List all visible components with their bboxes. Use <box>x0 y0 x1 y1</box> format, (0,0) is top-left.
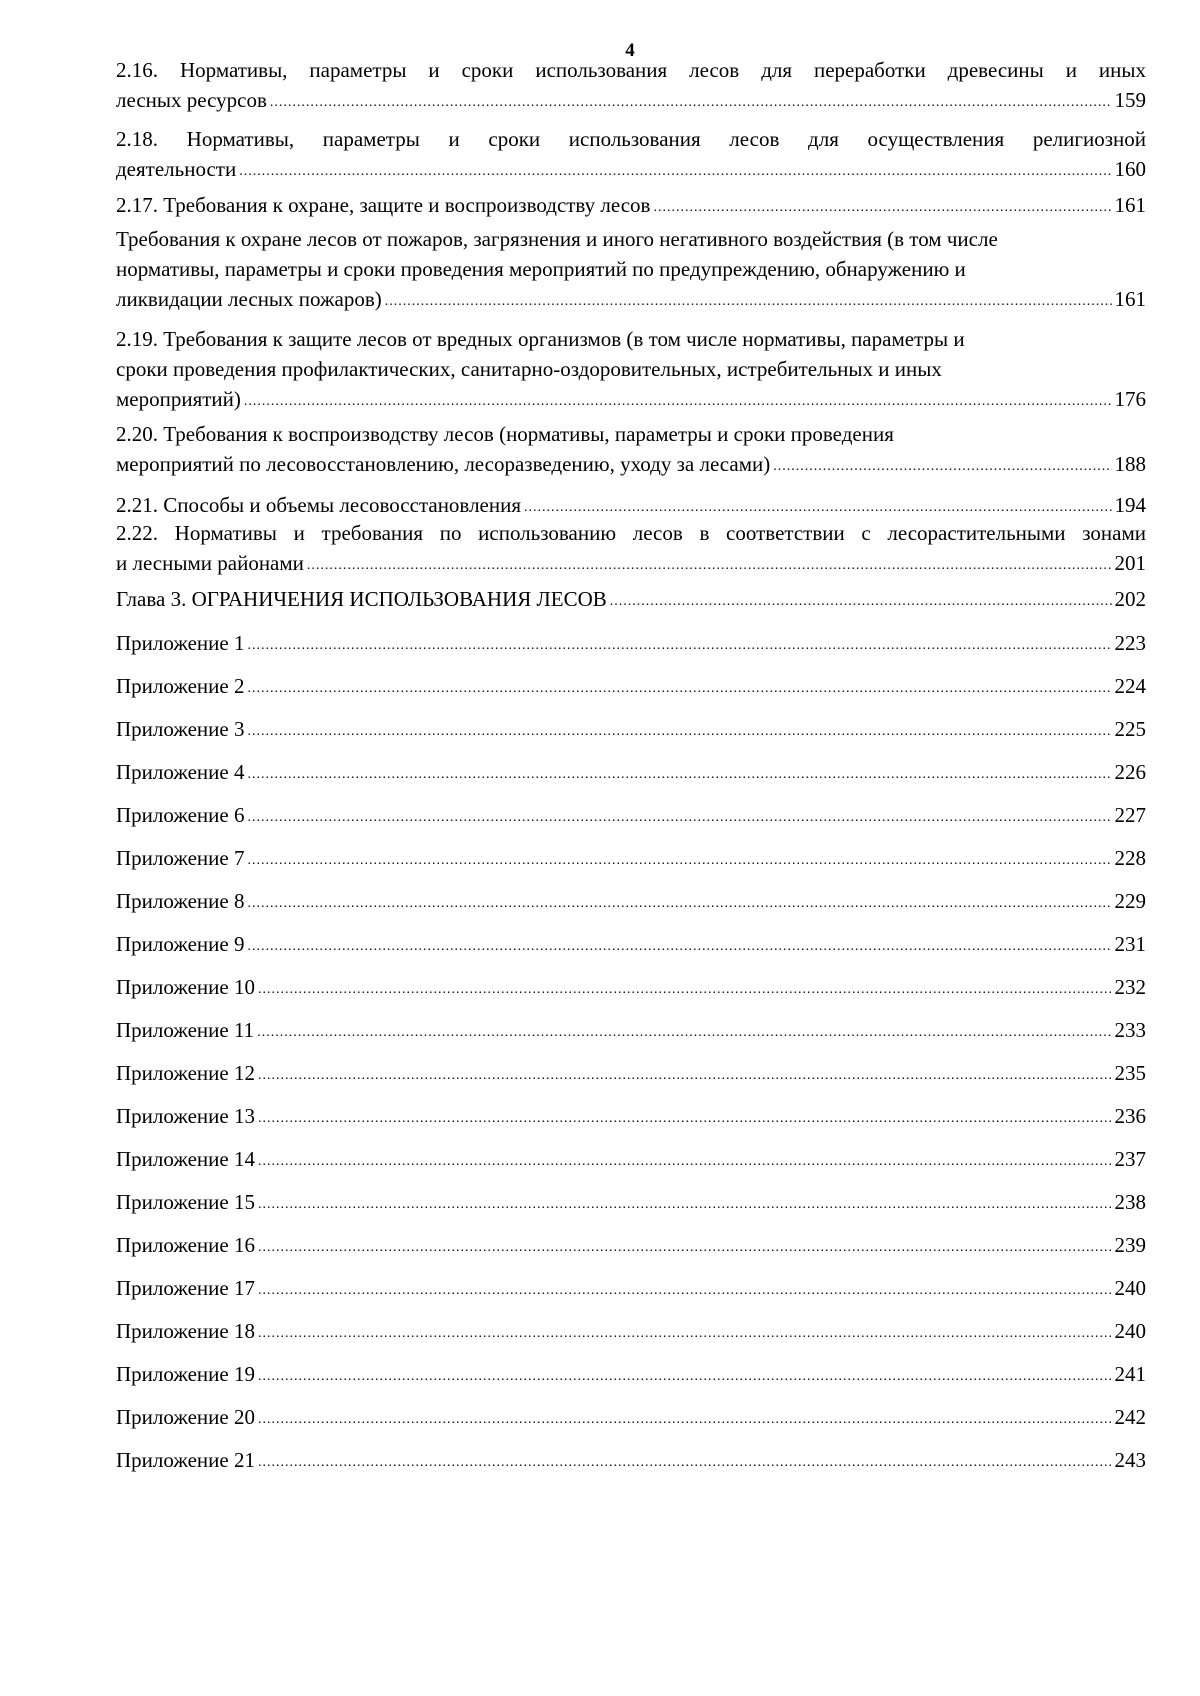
toc-entry[interactable] <box>116 714 1146 744</box>
dot-leader <box>258 1276 1112 1306</box>
toc-entry[interactable] <box>116 1058 1146 1088</box>
dot-leader <box>247 760 1111 790</box>
toc-entry-page-number: 225 <box>1114 717 1146 741</box>
toc-entry[interactable] <box>116 800 1146 830</box>
dot-leader <box>610 587 1112 617</box>
dot-leader <box>247 846 1111 876</box>
toc-entry-page-number: 239 <box>1114 1233 1146 1257</box>
toc-entry[interactable] <box>116 757 1146 787</box>
dot-leader <box>258 975 1112 1005</box>
toc-entry-title: Приложение 9 <box>116 932 245 956</box>
toc-entry-line: 2.20. Требования к воспроизводству лесов (нормативы, параметры и сроки проведения <box>116 422 894 446</box>
toc-entry-last-line <box>116 548 1146 578</box>
toc-entry-title: Приложение 13 <box>116 1104 255 1128</box>
toc-entry-last-line <box>116 1316 1146 1346</box>
toc-entry-last-line <box>116 190 1146 220</box>
toc-entry[interactable] <box>116 124 1146 184</box>
dot-leader <box>258 1233 1112 1263</box>
dot-leader <box>258 1319 1112 1349</box>
toc-entry-last-line <box>116 1273 1146 1303</box>
toc-entry-title: лесных ресурсов <box>116 88 267 112</box>
toc-entry[interactable] <box>116 1316 1146 1346</box>
toc-entry[interactable] <box>116 1187 1146 1217</box>
dot-leader <box>258 1190 1112 1220</box>
toc-entry[interactable] <box>116 1101 1146 1131</box>
toc-entry-page-number: 238 <box>1114 1190 1146 1214</box>
toc-entry-title: 2.21. Способы и объемы лесовосстановления <box>116 493 522 517</box>
toc-entry[interactable] <box>116 190 1146 220</box>
toc-entry-title: деятельности <box>116 157 237 181</box>
dot-leader <box>258 1104 1112 1134</box>
toc-entry-title: Приложение 17 <box>116 1276 255 1300</box>
toc-entry-title: ликвидации лесных пожаров) <box>116 287 382 311</box>
toc-entry-title: Приложение 14 <box>116 1147 255 1171</box>
toc-entry-last-line <box>116 1144 1146 1174</box>
dot-leader <box>247 932 1111 962</box>
toc-entry-page-number: 242 <box>1114 1405 1146 1429</box>
toc-entry-title: Приложение 4 <box>116 760 245 784</box>
toc-entry[interactable] <box>116 628 1146 658</box>
toc-entry-last-line <box>116 1187 1146 1217</box>
toc-entry-last-line <box>116 1359 1146 1389</box>
toc-entry[interactable] <box>116 1445 1146 1475</box>
toc-entry-page-number: 240 <box>1114 1319 1146 1343</box>
toc-entry-last-line <box>116 584 1146 614</box>
toc-entry[interactable] <box>116 1273 1146 1303</box>
toc-entry-page-number: 236 <box>1114 1104 1146 1128</box>
toc-entry-title: Приложение 20 <box>116 1405 255 1429</box>
toc-entry-title: Глава 3. ОГРАНИЧЕНИЯ ИСПОЛЬЗОВАНИЯ ЛЕСОВ <box>116 587 607 611</box>
toc-entry-last-line <box>116 1402 1146 1432</box>
toc-entry-line: нормативы, параметры и сроки проведения мероприятий по предупреждению, обнаружению и <box>116 257 966 281</box>
toc-entry[interactable] <box>116 55 1146 115</box>
toc-entry-title: Приложение 1 <box>116 631 245 655</box>
toc-entry-title: Приложение 2 <box>116 674 245 698</box>
toc-entry-page-number: 235 <box>1114 1061 1146 1085</box>
dot-leader <box>247 631 1111 661</box>
toc-entry[interactable] <box>116 1015 1146 1045</box>
toc-entry-title: мероприятий) <box>116 387 241 411</box>
toc-entry-title: мероприятий по лесовосстановлению, лесоразведению, уходу за лесами) <box>116 452 771 476</box>
dot-leader <box>258 1448 1112 1478</box>
toc-entry-title: Приложение 7 <box>116 846 245 870</box>
toc-entry[interactable] <box>116 886 1146 916</box>
dot-leader <box>385 287 1112 317</box>
toc-entry-page-number: 194 <box>1114 493 1146 517</box>
toc-entry-page-number: 201 <box>1114 551 1146 575</box>
toc-entry-page-number: 161 <box>1114 287 1146 311</box>
toc-entry-title: Приложение 18 <box>116 1319 255 1343</box>
toc-entry[interactable] <box>116 671 1146 701</box>
toc-entry-page-number: 188 <box>1114 452 1146 476</box>
toc-entry-line: Требования к охране лесов от пожаров, загрязнения и иного негативного воздействия (в том числе <box>116 227 998 251</box>
page-number: 4 <box>625 40 635 61</box>
dot-leader <box>307 551 1112 581</box>
toc-entry[interactable] <box>116 929 1146 959</box>
toc-entry-page-number: 229 <box>1114 889 1146 913</box>
toc-entry-title: Приложение 11 <box>116 1018 255 1042</box>
dot-leader <box>258 1061 1112 1091</box>
toc-entry-last-line <box>116 972 1146 1002</box>
toc-entry[interactable] <box>116 584 1146 614</box>
toc-entry-page-number: 226 <box>1114 760 1146 784</box>
toc-entry-page-number: 160 <box>1114 157 1146 181</box>
dot-leader <box>258 1405 1112 1435</box>
toc-entry-last-line <box>116 757 1146 787</box>
toc-entry-page-number: 241 <box>1114 1362 1146 1386</box>
dot-leader <box>653 193 1111 223</box>
toc-entry-title: Приложение 16 <box>116 1233 255 1257</box>
toc-entry-page-number: 176 <box>1114 387 1146 411</box>
toc-entry[interactable] <box>116 972 1146 1002</box>
toc-entry-title: 2.17. Требования к охране, защите и воспроизводству лесов <box>116 193 651 217</box>
toc-entry-line: 2.18. Нормативы, параметры и сроки использования лесов для осуществления религиозной <box>116 127 1146 151</box>
toc-entry[interactable] <box>116 324 1146 414</box>
toc-entry[interactable] <box>116 1144 1146 1174</box>
dot-leader <box>247 889 1111 919</box>
toc-entry-last-line <box>116 284 1146 314</box>
toc-entry-page-number: 233 <box>1114 1018 1146 1042</box>
toc-entry-page-number: 243 <box>1114 1448 1146 1472</box>
dot-leader <box>270 88 1112 118</box>
toc-entry-title: Приложение 21 <box>116 1448 255 1472</box>
toc-entry[interactable] <box>116 1359 1146 1389</box>
toc-entry-page-number: 228 <box>1114 846 1146 870</box>
toc-entry-last-line <box>116 1015 1146 1045</box>
toc-entry-last-line <box>116 628 1146 658</box>
toc-entry[interactable] <box>116 224 1146 314</box>
toc-entry-last-line <box>116 843 1146 873</box>
toc-entry-page-number: 240 <box>1114 1276 1146 1300</box>
toc-entry-last-line <box>116 714 1146 744</box>
toc-entry-last-line <box>116 384 1146 414</box>
dot-leader <box>258 1362 1112 1392</box>
toc-entry-last-line <box>116 85 1146 115</box>
toc-entry-title: Приложение 10 <box>116 975 255 999</box>
toc-entry-last-line <box>116 154 1146 184</box>
toc-entry-last-line <box>116 1445 1146 1475</box>
toc-entry-last-line <box>116 671 1146 701</box>
toc-entry-line: сроки проведения профилактических, санитарно-оздоровительных, истребительных и иных <box>116 357 942 381</box>
toc-entry-page-number: 237 <box>1114 1147 1146 1171</box>
toc-entry-last-line <box>116 1101 1146 1131</box>
toc-entry-title: Приложение 12 <box>116 1061 255 1085</box>
dot-leader <box>239 157 1111 187</box>
toc-entry[interactable] <box>116 490 1146 520</box>
toc-entry-line: 2.19. Требования к защите лесов от вредных организмов (в том числе нормативы, параметры и <box>116 327 965 351</box>
toc-entry-last-line <box>116 886 1146 916</box>
toc-entry-page-number: 231 <box>1114 932 1146 956</box>
toc-entry-title: и лесными районами <box>116 551 304 575</box>
toc-entry-last-line <box>116 1230 1146 1260</box>
toc-entry[interactable] <box>116 1402 1146 1432</box>
toc-entry-title: Приложение 15 <box>116 1190 255 1214</box>
toc-entry-last-line <box>116 800 1146 830</box>
dot-leader <box>773 452 1111 482</box>
dot-leader <box>258 1147 1112 1177</box>
toc-entry-page-number: 232 <box>1114 975 1146 999</box>
toc-entry-page-number: 223 <box>1114 631 1146 655</box>
toc-entry-last-line <box>116 490 1146 520</box>
dot-leader <box>247 674 1111 704</box>
toc-entry-title: Приложение 8 <box>116 889 245 913</box>
toc-entry-title: Приложение 6 <box>116 803 245 827</box>
toc-entry[interactable] <box>116 1230 1146 1260</box>
dot-leader <box>257 1018 1111 1048</box>
toc-entry-page-number: 224 <box>1114 674 1146 698</box>
toc-entry-last-line <box>116 449 1146 479</box>
toc-entry-title: Приложение 19 <box>116 1362 255 1386</box>
toc-entry-page-number: 161 <box>1114 193 1146 217</box>
dot-leader <box>247 717 1111 747</box>
dot-leader <box>247 803 1111 833</box>
dot-leader <box>244 387 1112 417</box>
toc-entry-last-line <box>116 1058 1146 1088</box>
toc-entry-line: 2.22. Нормативы и требования по использованию лесов в соответствии с лесорастительными зонами <box>116 521 1146 545</box>
toc-entry-last-line <box>116 929 1146 959</box>
toc-entry-title: Приложение 3 <box>116 717 245 741</box>
toc-entry[interactable] <box>116 518 1146 578</box>
toc-entry-page-number: 227 <box>1114 803 1146 827</box>
toc-entry[interactable] <box>116 419 1146 479</box>
toc-entry-line: 2.16. Нормативы, параметры и сроки использования лесов для переработки древесины и иных <box>116 58 1146 82</box>
toc-entry-page-number: 159 <box>1114 88 1146 112</box>
toc-entry-page-number: 202 <box>1114 587 1146 611</box>
toc-entry[interactable] <box>116 843 1146 873</box>
